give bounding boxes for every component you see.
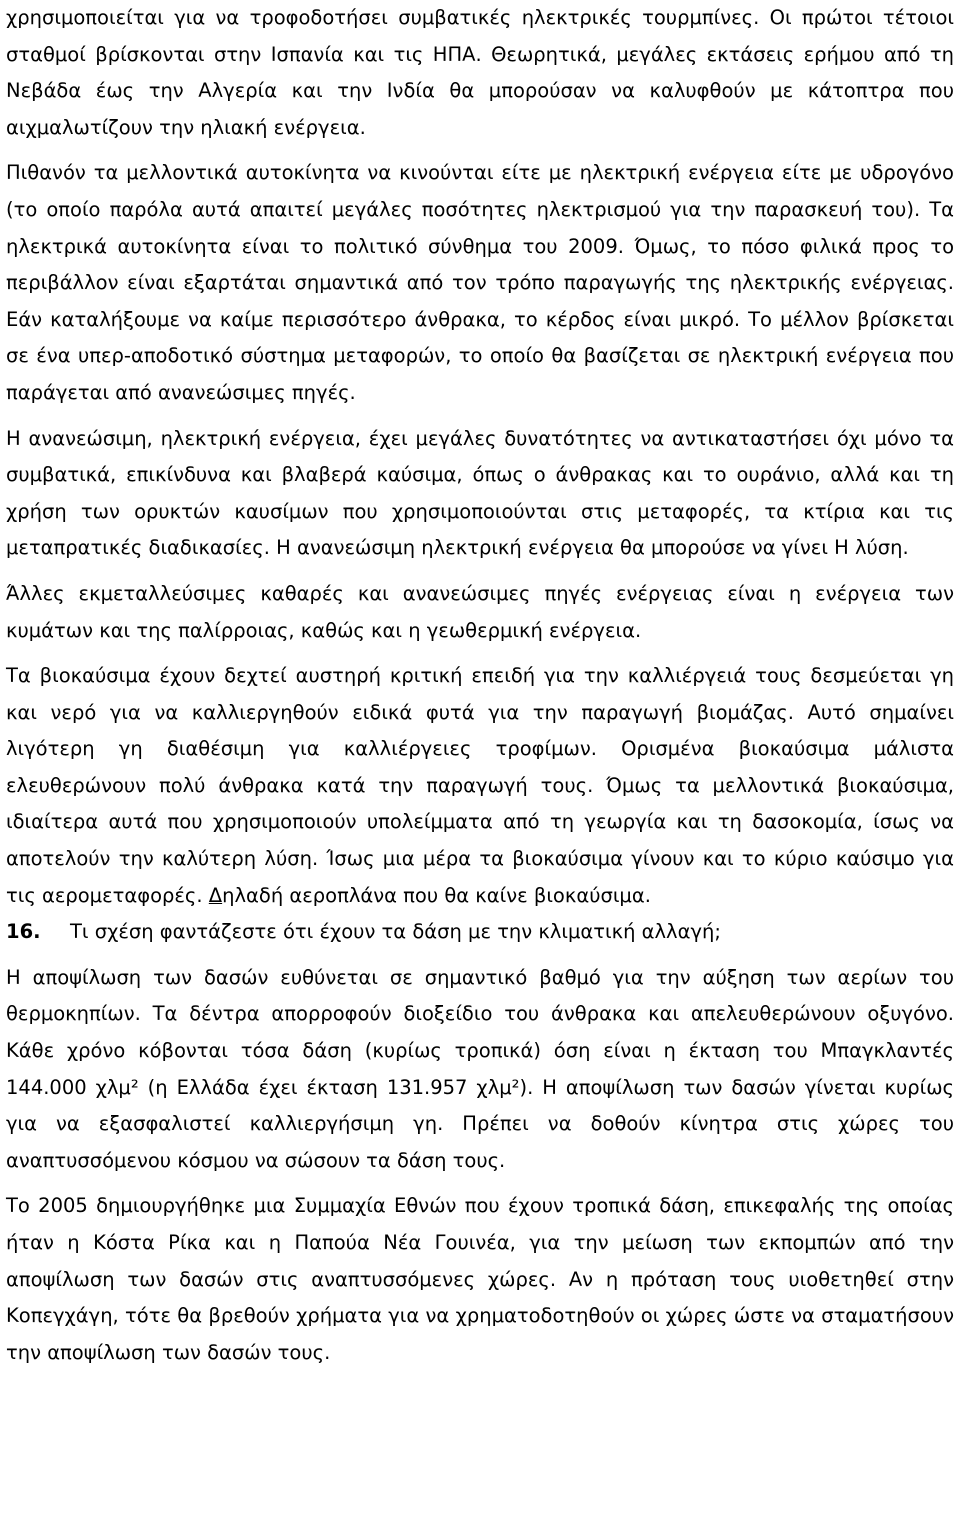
paragraph-future-cars: Πιθανόν τα μελλοντικά αυτοκίνητα να κινούνται είτε με ηλεκτρική ενέργεια είτε με υδρογόνο (το οποίο παρόλα αυτά απαιτεί μεγάλες ποσότητες ηλεκτρισμού για την παρασκευή του). Τα ηλεκτρικά αυτοκίνητα είναι το πολιτικό σύνθημα του 2009. Όμως, το πόσο φιλικά προς το περιβάλλον είναι εξαρτάται σημαντικά από τον τρόπο παραγωγής της ηλεκτρικής ενέργειας. Εάν καταλήξουμε να καίμε περισσότερο άνθρακα, το κέρδος είναι μικρό. Το μέλλον βρίσκεται σε ένα υπερ-αποδοτικό σύστημα μεταφορών, το οποίο θα βασίζεται σε ηλεκτρική ενέργεια που παράγεται από ανανεώσιμες πηγές. [6,161,954,404]
paragraph-solar-thermal: χρησιμοποιείται για να τροφοδοτήσει συμβατικές ηλεκτρικές τουρμπίνες. Οι πρώτοι τέτοιοι σταθμοί βρίσκονται στην Ισπανία και τις ΗΠΑ. Θεωρητικά, μεγάλες εκτάσεις ερήμου από τη Νεβάδα έως την Αλγερία και την Ινδία θα μπορούσαν να καλυφθούν με κάτοπτρα που αιχμαλωτίζουν την ηλιακή ενέργεια. [6,6,954,139]
biofuels-text-end: ηλαδή αεροπλάνα που θα καίνε βιοκαύσιμα. [222,883,651,907]
question-text: Τι σχέση φαντάζεστε ότι έχουν τα δάση με την κλιματική αλλαγή; [70,920,721,944]
paragraph-wave-tidal-geothermal: Άλλες εκμεταλλεύσιμες καθαρές και ανανεώσιμες πηγές ενέργειας είναι η ενέργεια των κυμάτων και της παλίρροιας, καθώς και η γεωθερμική ενέργεια. [6,581,954,642]
paragraph-renewable-electricity: Η ανανεώσιμη, ηλεκτρική ενέργεια, έχει μεγάλες δυνατότητες να αντικαταστήσει όχι μόνο τα συμβατικά, επικίνδυνα και βλαβερά καύσιμα, όπως ο άνθρακας και το ουράνιο, αλλά και τη χρήση των ορυκτών καυσίμων που χρησιμοποιούνται στις μεταφορές, τα κτίρια και τις μεταπρατικές διαδικασίες. Η ανανεώσιμη ηλεκτρική ενέργεια θα μπορούσε να γίνει Η λύση. [6,426,954,560]
paragraph-coalition-nations: Το 2005 δημιουργήθηκε μια Συμμαχία Εθνών που έχουν τροπικά δάση, επικεφαλής της οποίας ήταν η Κόστα Ρίκα και η Παπούα Νέα Γουινέα, για την μείωση των εκπομπών από την αποψίλωση των δασών στις αναπτυσσόμενες χώρες. Αν η πρόταση τους υιοθετηθεί στην Κοπεγχάγη, τότε θα βρεθούν χρήματα για να χρηματοδοτηθούν οι χώρες ώστε να σταματήσουν την αποψίλωση των δασών τους. [6,1194,954,1364]
question-number: 16. [6,920,41,944]
document-page [6,0,954,1371]
paragraph-deforestation: Η αποψίλωση των δασών ευθύνεται σε σημαντικό βαθμό για την αύξηση των αερίων του θερμοκηπίων. Τα δέντρα απορροφούν διοξείδιο του άνθρακα και απελευθερώνουν οξυγόνο. Κάθε χρόνο κόβονται τόσα δάση (κυρίως τροπικά) όση είναι η έκταση του Μπαγκλαντές 144.000 χλμ² (η Ελλάδα έχει έκταση 131.957 χλμ²). Η αποψίλωση των δασών γίνεται κυρίως για να εξασφαλιστεί καλλιεργήσιμη γη. Πρέπει να δοθούν κίνητρα στις χώρες του αναπτυσσόμενου κόσμου να σώσουν τα δάση τους. [6,965,954,1172]
underlined-letter: Δ [208,883,223,907]
biofuels-text: Τα βιοκαύσιμα έχουν δεχτεί αυστηρή κριτική επειδή για την καλλιέργειά τους δεσμεύεται γη και νερό για να καλλιεργηθούν ειδικά φυτά για την παραγωγή βιομάζας. Αυτό σημαίνει λιγότερη γη διαθέσιμη για καλλιέργειες τροφίμων. Ορισμένα βιοκαύσιμα μάλιστα ελευθερώνουν πολύ άνθρακα κατά την παραγωγή τους. Όμως τα μελλοντικά βιοκαύσιμα, ιδιαίτερα αυτά που χρησιμοποιούν υπολείμματα από τη γεωργία και τη δασοκομία, ίσως να αποτελούν την καλύτερη λύση. Ίσως μια μέρα τα βιοκαύσιμα γίνουν και το κύριο καύσιμο για τις αερομεταφορές. [6,664,954,907]
question-16 [6,914,954,951]
paragraph-biofuels [6,658,954,914]
